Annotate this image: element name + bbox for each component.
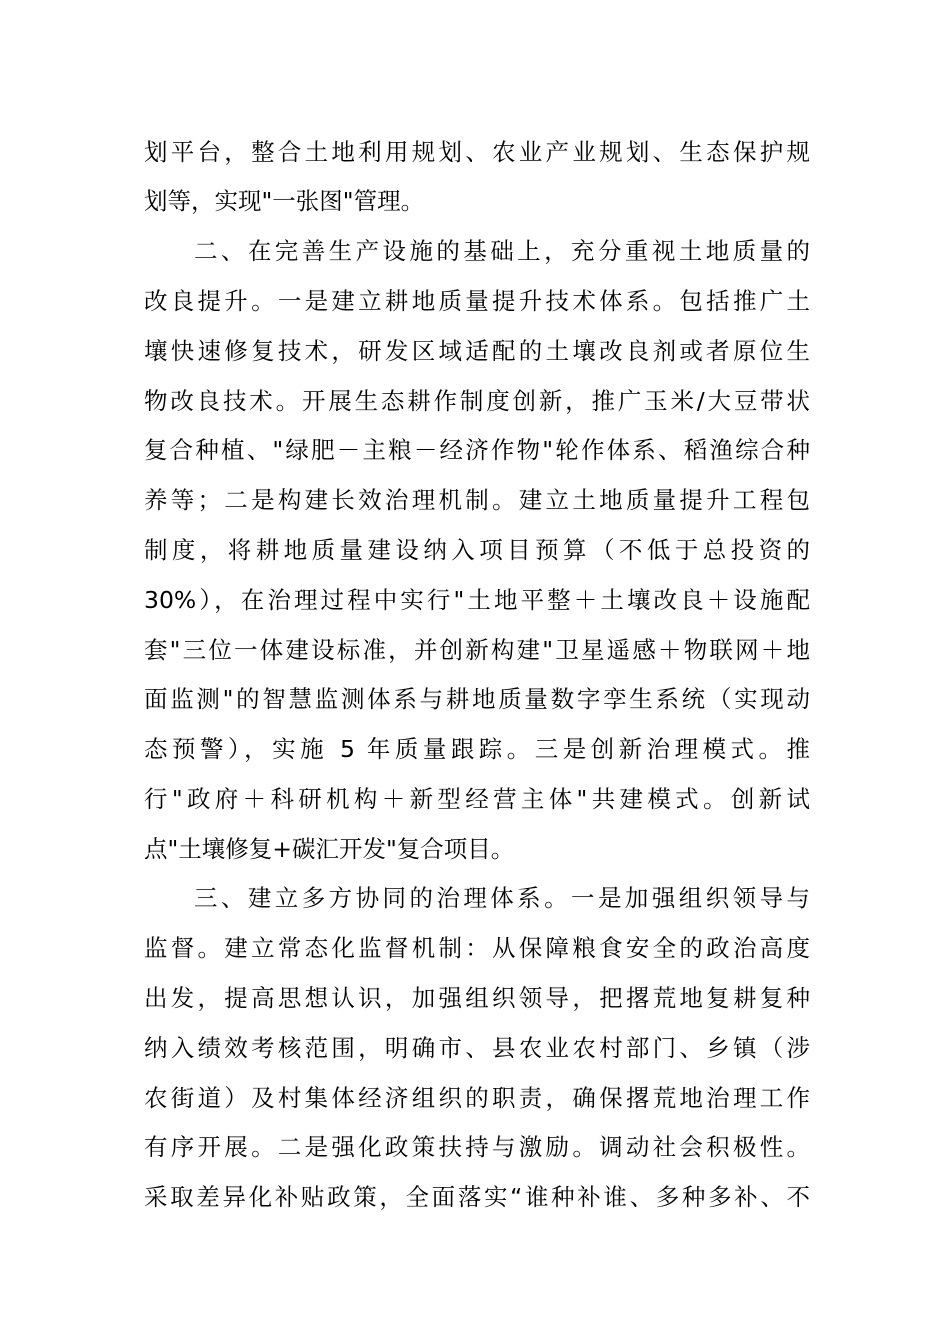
text-line-14: 行"政府＋科研机构＋新型经营主体"共建模式。创新试 — [144, 785, 810, 813]
text-line-4: 改良提升。一是建立耕地质量提升技术体系。包括推广土 — [144, 287, 810, 315]
text-line-15: 点"土壤修复+碳汇开发"复合项目。 — [144, 835, 515, 863]
text-line-10: 30%），在治理过程中实行"土地平整＋土壤改良＋设施配 — [144, 586, 810, 614]
text-line-18: 出发，提高思想认识，加强组织领导，把撂荒地复耕复种 — [144, 984, 810, 1012]
text-line-13: 态预警），实施 5 年质量跟踪。三是创新治理模式。推 — [144, 735, 810, 763]
text-line-1: 划平台，整合土地利用规划、农业产业规划、生态保护规 — [144, 138, 810, 166]
text-line-2: 划等，实现"一张图"管理。 — [144, 187, 425, 215]
text-line-8: 养等；二是构建长效治理机制。建立土地质量提升工程包 — [144, 486, 810, 514]
text-line-22: 采取差异化补贴政策，全面落实“谁种补谁、多种多补、不 — [144, 1183, 810, 1211]
text-line-17: 监督。建立常态化监督机制：从保障粮食安全的政治高度 — [144, 934, 810, 962]
text-line-12: 面监测"的智慧监测体系与耕地质量数字孪生系统（实现动 — [144, 685, 810, 713]
text-line-5: 壤快速修复技术，研发区域适配的土壤改良剂或者原位生 — [144, 337, 810, 365]
text-line-9: 制度，将耕地质量建设纳入项目预算（不低于总投资的 — [144, 536, 810, 564]
paragraph-2-heading-line: 二、在完善生产设施的基础上，充分重视土地质量的 — [194, 237, 810, 265]
text-line-21: 有序开展。二是强化政策扶持与激励。调动社会积极性。 — [144, 1133, 810, 1161]
text-line-11: 套"三位一体建设标准，并创新构建"卫星遥感＋物联网＋地 — [144, 636, 810, 664]
text-line-6: 物改良技术。开展生态耕作制度创新，推广玉米/大豆带状 — [144, 387, 810, 415]
text-line-19: 纳入绩效考核范围，明确市、县农业农村部门、乡镇（涉 — [144, 1034, 810, 1062]
text-line-7: 复合种植、"绿肥－主粮－经济作物"轮作体系、稻渔综合种 — [144, 436, 810, 464]
paragraph-3-heading-line: 三、建立多方协同的治理体系。一是加强组织领导与 — [194, 884, 810, 912]
text-line-20: 农街道）及村集体经济组织的职责，确保撂荒地治理工作 — [144, 1084, 810, 1112]
